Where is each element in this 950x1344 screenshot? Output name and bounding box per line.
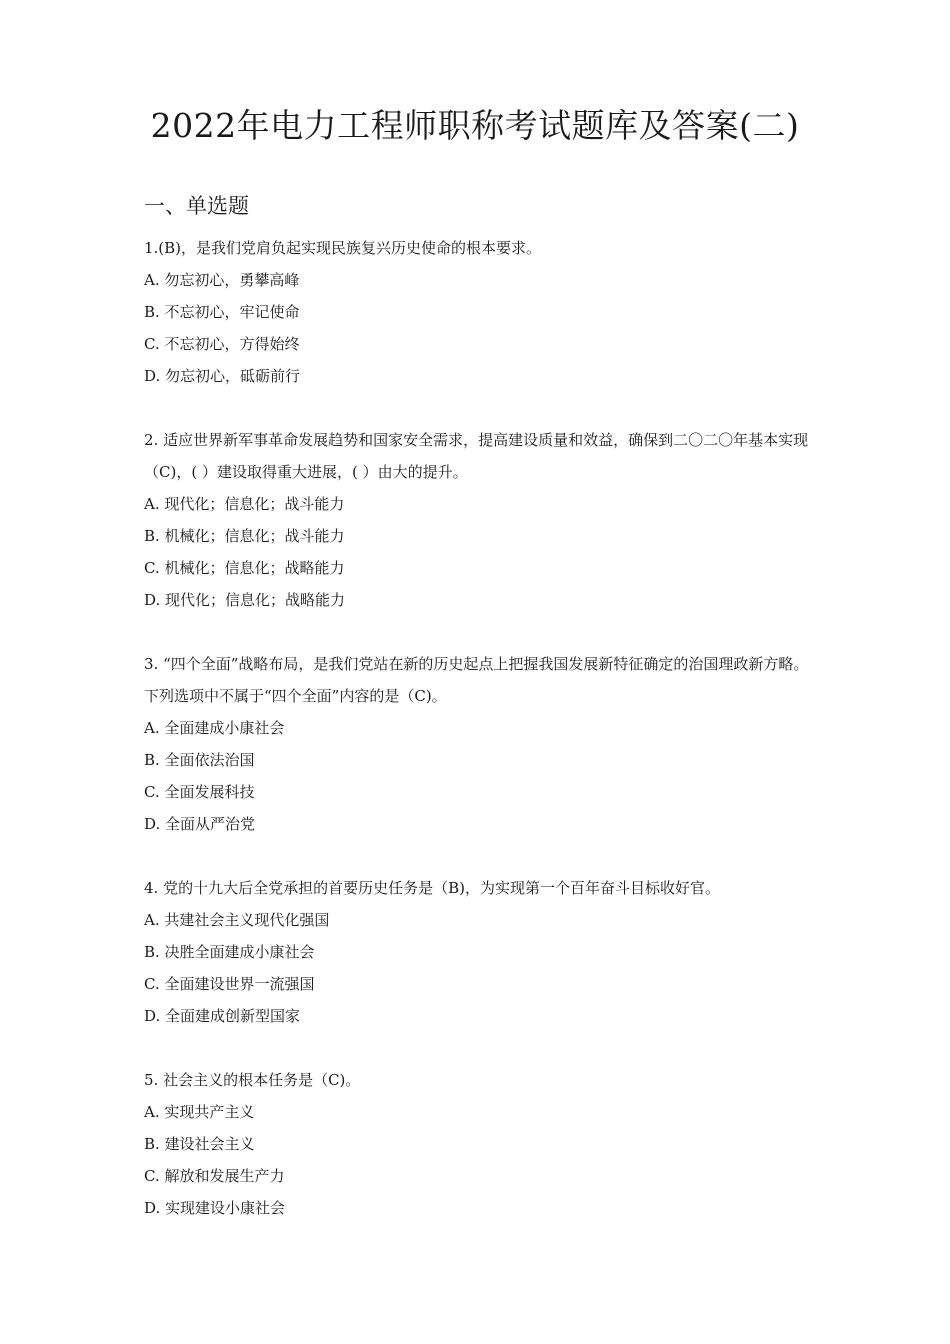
- option-a: A. 实现共产主义: [144, 1103, 255, 1121]
- option-c: C. 机械化；信息化；战略能力: [144, 559, 345, 577]
- question-text: 1.(B)，是我们党肩负起实现民族复兴历史使命的根本要求。: [144, 239, 542, 257]
- question-text: 2. 适应世界新军事革命发展趋势和国家安全需求，提高建设质量和效益，确保到二〇二〇年基本实现（C)，( ）建设取得重大进展，( ）由大的提升。: [144, 431, 809, 481]
- option-c: C. 全面建设世界一流强国: [144, 975, 315, 993]
- option-d: D. 全面建成创新型国家: [144, 1007, 301, 1025]
- option-a: A. 现代化；信息化；战斗能力: [144, 495, 345, 513]
- option-d: D. 实现建设小康社会: [144, 1199, 286, 1217]
- question-text: 3. “四个全面”战略布局，是我们党站在新的历史起点上把握我国发展新特征确定的治国理政新方略。下列选项中不属于“四个全面”内容的是（C)。: [144, 655, 809, 705]
- option-b: B. 决胜全面建成小康社会: [144, 943, 315, 961]
- question-5: [144, 1064, 814, 1224]
- option-d: D. 勿忘初心，砥砺前行: [144, 367, 301, 385]
- option-a: A. 勿忘初心，勇攀高峰: [144, 271, 300, 289]
- question-3: [144, 648, 814, 840]
- question-4: [144, 872, 814, 1032]
- question-1: [144, 232, 814, 392]
- document-title: 2022年电力工程师职称考试题库及答案(二): [150, 106, 800, 145]
- option-b: B. 不忘初心，牢记使命: [144, 303, 300, 321]
- section-heading: 一、单选题: [144, 194, 249, 218]
- question-text: 4. 党的十九大后全党承担的首要历史任务是（B)，为实现第一个百年奋斗目标收好官。: [144, 879, 720, 897]
- option-c: C. 解放和发展生产力: [144, 1167, 285, 1185]
- option-c: C. 全面发展科技: [144, 783, 255, 801]
- option-b: B. 机械化；信息化；战斗能力: [144, 527, 345, 545]
- question-list: [144, 232, 814, 1256]
- question-text: 5. 社会主义的根本任务是（C)。: [144, 1071, 361, 1089]
- option-b: B. 建设社会主义: [144, 1135, 255, 1153]
- option-c: C. 不忘初心，方得始终: [144, 335, 300, 353]
- question-2: [144, 424, 814, 616]
- option-a: A. 共建社会主义现代化强国: [144, 911, 330, 929]
- option-d: D. 全面从严治党: [144, 815, 256, 833]
- option-b: B. 全面依法治国: [144, 751, 255, 769]
- option-a: A. 全面建成小康社会: [144, 719, 285, 737]
- option-d: D. 现代化；信息化；战略能力: [144, 591, 346, 609]
